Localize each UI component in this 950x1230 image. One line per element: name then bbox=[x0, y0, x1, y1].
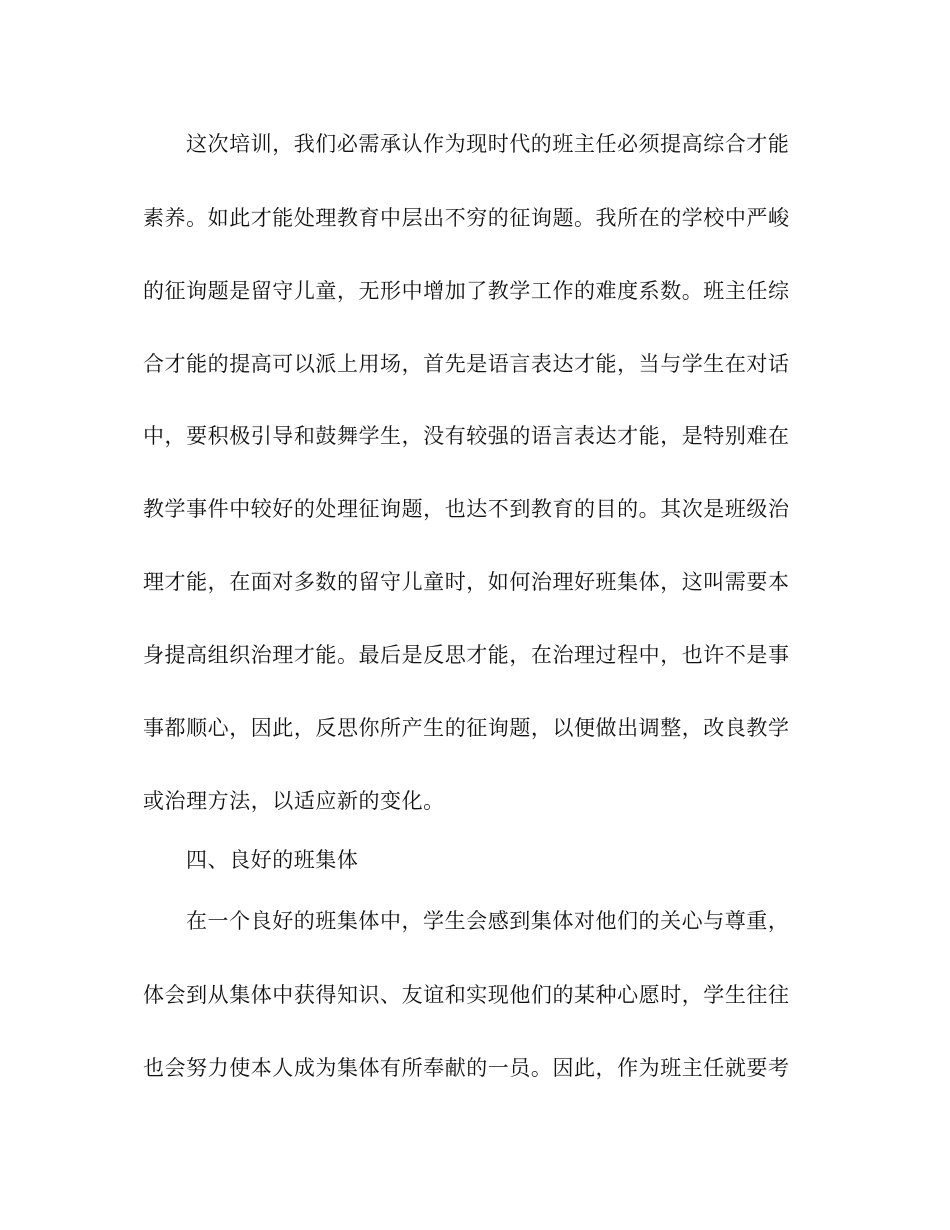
paragraph-line: 事都顺心，因此，反思你所产生的征询题，以便做出调整，改良教学 bbox=[143, 716, 790, 740]
paragraph-line: 理才能，在面对多数的留守儿童时，如何治理好班集体，这叫需要本 bbox=[143, 570, 790, 594]
paragraph-line: 在一个良好的班集体中，学生会感到集体对他们的关心与尊重， bbox=[186, 909, 790, 933]
paragraph-line: 体会到从集体中获得知识、友谊和实现他们的某种心愿时，学生往往 bbox=[143, 983, 790, 1007]
paragraph-line: 中，要积极引导和鼓舞学生，没有较强的语言表达才能，是特别难在 bbox=[143, 424, 790, 448]
paragraph-line: 身提高组织治理才能。最后是反思才能，在治理过程中，也许不是事 bbox=[143, 643, 790, 667]
paragraph-line: 教学事件中较好的处理征询题，也达不到教育的目的。其次是班级治 bbox=[143, 497, 790, 521]
paragraph-line: 这次培训，我们必需承认作为现时代的班主任必须提高综合才能 bbox=[186, 132, 790, 156]
paragraph-line: 素养。如此才能处理教育中层出不穷的征询题。我所在的学校中严峻 bbox=[143, 206, 790, 230]
section-heading: 四、良好的班集体 bbox=[186, 848, 359, 872]
paragraph-line: 也会努力使本人成为集体有所奉献的一员。因此，作为班主任就要考 bbox=[143, 1056, 790, 1080]
paragraph-line: 合才能的提高可以派上用场，首先是语言表达才能，当与学生在对话 bbox=[143, 352, 790, 376]
paragraph-line: 或治理方法，以适应新的变化。 bbox=[143, 789, 445, 813]
paragraph-line: 的征询题是留守儿童，无形中增加了教学工作的难度系数。班主任综 bbox=[143, 279, 790, 303]
